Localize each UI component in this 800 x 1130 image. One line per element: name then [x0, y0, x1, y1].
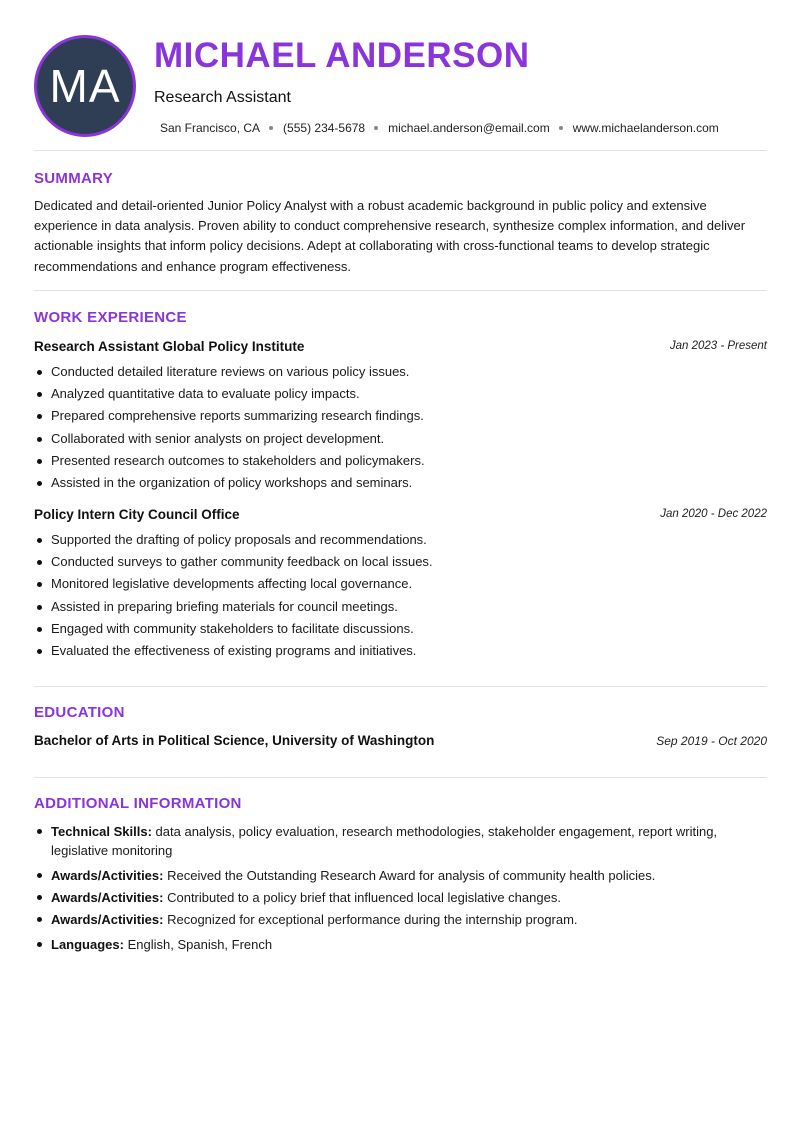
contact-location: San Francisco, CA [160, 121, 261, 135]
list-item: Analyzed quantitative data to evaluate policy impacts. [34, 385, 767, 407]
separator-dot-icon [559, 126, 563, 130]
list-item: Supported the drafting of policy proposals and recommendations. [34, 531, 767, 553]
contact-phone: (555) 234-5678 [283, 121, 366, 135]
job-date: Jan 2020 - Dec 2022 [660, 508, 767, 520]
job-header [34, 507, 767, 525]
list-item: Conducted surveys to gather community feedback on local issues. [34, 553, 767, 575]
candidate-name: MICHAEL ANDERSON [154, 36, 530, 75]
contact-email[interactable]: michael.anderson@email.com [388, 121, 550, 135]
job-header [34, 339, 767, 357]
list-item: Assisted in preparing briefing materials for council meetings. [34, 598, 767, 620]
info-text: Received the Outstanding Research Award for analysis of community health policies. [167, 868, 656, 883]
separator-dot-icon [374, 126, 378, 130]
contact-line [160, 121, 719, 135]
list-item [34, 866, 767, 885]
info-text: Contributed to a policy brief that influenced local legislative changes. [167, 890, 561, 905]
avatar-initials: MA [49, 60, 121, 112]
list-item [34, 822, 767, 860]
divider [34, 150, 767, 151]
experience-heading: WORK EXPERIENCE [34, 309, 187, 326]
info-text: English, Spanish, French [127, 937, 273, 952]
list-item [34, 888, 767, 907]
list-item: Collaborated with senior analysts on project development. [34, 430, 767, 452]
job-title: Research Assistant Global Policy Institute [34, 339, 305, 354]
job-date: Jan 2023 - Present [669, 340, 767, 352]
education-date: Sep 2019 - Oct 2020 [656, 734, 767, 748]
job-bullets [34, 531, 767, 664]
job-title: Policy Intern City Council Office [34, 507, 240, 522]
summary-text: Dedicated and detail-oriented Junior Policy Analyst with a robust academic background in public policy and extensive experience in data analysis. Proven ability to conduct comprehensive research, synthesize complex information, and deliver actionable insights that inform policy decisions. Adept at collaborating with cross-functional teams to develop strategic recommendations and enhance program effectiveness. [34, 198, 746, 274]
list-item: Monitored legislative developments affecting local governance. [34, 575, 767, 597]
avatar [34, 35, 136, 137]
info-text: data analysis, policy evaluation, research methodologies, stakeholder engagement, report writing, legislative monitoring [51, 824, 718, 858]
contact-website[interactable]: www.michaelanderson.com [572, 121, 719, 135]
list-item: Conducted detailed literature reviews on various policy issues. [34, 363, 767, 385]
summary-heading: SUMMARY [34, 170, 114, 187]
education-heading: EDUCATION [34, 704, 125, 721]
list-item [34, 910, 767, 929]
info-label: Technical Skills: [51, 824, 152, 839]
list-item: Prepared comprehensive reports summarizing research findings. [34, 407, 767, 429]
list-item: Presented research outcomes to stakeholders and policymakers. [34, 452, 767, 474]
info-label: Awards/Activities: [51, 890, 164, 905]
separator-dot-icon [269, 126, 273, 130]
job-bullets [34, 363, 767, 496]
candidate-role: Research Assistant [154, 89, 291, 106]
additional-heading: ADDITIONAL INFORMATION [34, 795, 242, 812]
info-label: Awards/Activities: [51, 868, 164, 883]
divider [34, 777, 767, 778]
info-text: Recognized for exceptional performance during the internship program. [167, 912, 578, 927]
degree: Bachelor of Arts in Political Science, University of Washington [34, 733, 435, 748]
additional-list [34, 822, 767, 954]
list-item: Evaluated the effectiveness of existing programs and initiatives. [34, 642, 767, 664]
list-item: Assisted in the organization of policy workshops and seminars. [34, 474, 767, 496]
divider [34, 290, 767, 291]
info-label: Awards/Activities: [51, 912, 164, 927]
list-item [34, 935, 767, 954]
education-entry [34, 733, 767, 751]
list-item: Engaged with community stakeholders to facilitate discussions. [34, 620, 767, 642]
divider [34, 686, 767, 687]
info-label: Languages: [51, 937, 124, 952]
